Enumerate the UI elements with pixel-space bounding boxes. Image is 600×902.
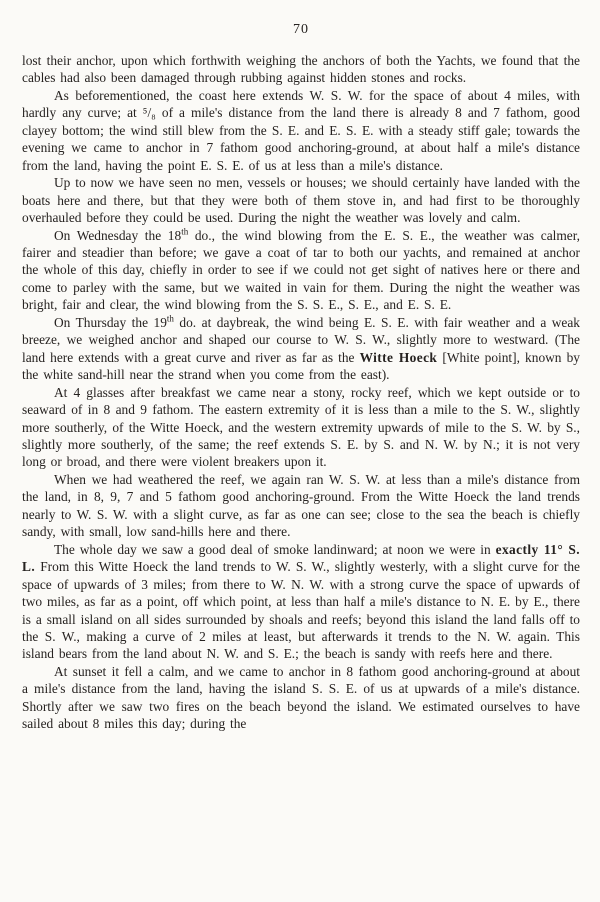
paragraph [22, 663, 580, 733]
paragraph [22, 541, 580, 663]
body-text: From this Witte Hoeck the land trends to W. S. W., slightly westerly, with a slight curve for the space of upwards of 3 miles; from there to W. N. W. with a strong curve the space of upwards of two miles, as far as a point, off which point, at less than half a mile's distance to N. E. by E., there is a small island on all sides surrounded by shoals and reefs; beyond this island the land falls off to the S. W., making a curve of 2 miles at least, but afterwards it trends to the N. W. again. This island bears from the land about N. W. and S. E.; the beach is sandy with reefs here and there. [22, 559, 580, 662]
body-text: The whole day we saw a good deal of smoke landinward; at noon we were in [54, 541, 496, 557]
body-text: At 4 glasses after breakfast we came near a stony, rocky reef, which we kept outside or to seaward of in 8 and 9 fathom. The eastern extremity of it is less than a mile to the S. W., slightly more southerly, of the Witte Hoeck, and the western extremity upwards of mile to the S. W. by S., slightly more southerly, of the same; the reef extends S. E. by S. and N. W. by N.; it is not very long or broad, and there were violent breakers upon it. [22, 384, 580, 470]
body-text: When we had weathered the reef, we again ran W. S. W. at less than a mile's distance from the land, in 8, 9, 7 and 5 fathom good anchoring-ground. From the Witte Hoeck the land trends nearly to W. S. W. with a slight curve, as far as one can see; close to the sea the beach is chiefly sandy, with small, low sand-hills here and there. [22, 471, 580, 540]
paragraph [22, 174, 580, 226]
bold-text: exactly 11° S. L. [22, 541, 580, 575]
body-text: As beforementioned, the coast here extends W. S. W. for the space of about 4 miles, with hardly any curve; at ⁵/₈ of a mile's distance from the land there is already 8 and 7 fathom, good clayey bottom; the wind still blew from the S. E. and E. S. E. with a steady stiff gale; towards the evening we came to anchor in 7 fathom good anchoring-ground, at about half a mile's distance from the land, having the point E. S. E. of us at less than a mile's distance. [22, 87, 580, 173]
paragraph [22, 52, 580, 87]
body-text: lost their anchor, upon which forthwith weighing the anchors of both the Yachts, we found that the cables had also been damaged through rubbing against hidden stones and rocks. [22, 53, 580, 86]
body-text: [White point], known by the white sand-hill near the strand when you come from the east). [22, 349, 580, 383]
paragraph [22, 314, 580, 384]
body-text: On Wednesday the 18 [54, 227, 182, 243]
superscript-text: th [181, 226, 189, 237]
body-text: At sunset it fell a calm, and we came to anchor in 8 fathom good anchoring-ground at about a mile's distance from the land, having the island S. S. E. of us at upwards of a mile's distance. Shortly after we saw two fires on the beach beyond the island. We estimated ourselves to have sailed about 8 miles this day; during the [22, 663, 580, 732]
paragraph [22, 227, 580, 314]
body-text: On Thursday the 19 [54, 314, 167, 330]
superscript-text: th [166, 313, 174, 324]
paragraph [22, 471, 580, 541]
body-text: Up to now we have seen no men, vessels or houses; we should certainly have landed with the boats here and there, but that they were both of them stove in, and had first to be thoroughly overhauled before they could be used. During the night the weather was lovely and calm. [22, 175, 580, 226]
bold-text: Witte Hoeck [359, 349, 438, 365]
page-body [22, 52, 580, 733]
body-text: do., the wind blowing from the E. S. E., the weather was calmer, fairer and steadier than before; we gave a coat of tar to both our yachts, and remained at anchor the whole of this day, chiefly in order to see if we could not get sight of natives here or there and come to parley with the same, but we waited in vain for them. During the night the weather was bright, fair and clear, the wind blowing from the S. S. E., S. E., and E. S. E. [22, 227, 580, 313]
paragraph [22, 87, 580, 174]
paragraph [22, 384, 580, 471]
body-text: do. at daybreak, the wind being E. S. E. with fair weather and a weak breeze, we weighed anchor and shaped our course to W. S. W., slightly more to westward. (The land here extends with a great curve and river as far as the [22, 314, 580, 365]
page-number: 70 [293, 22, 309, 37]
